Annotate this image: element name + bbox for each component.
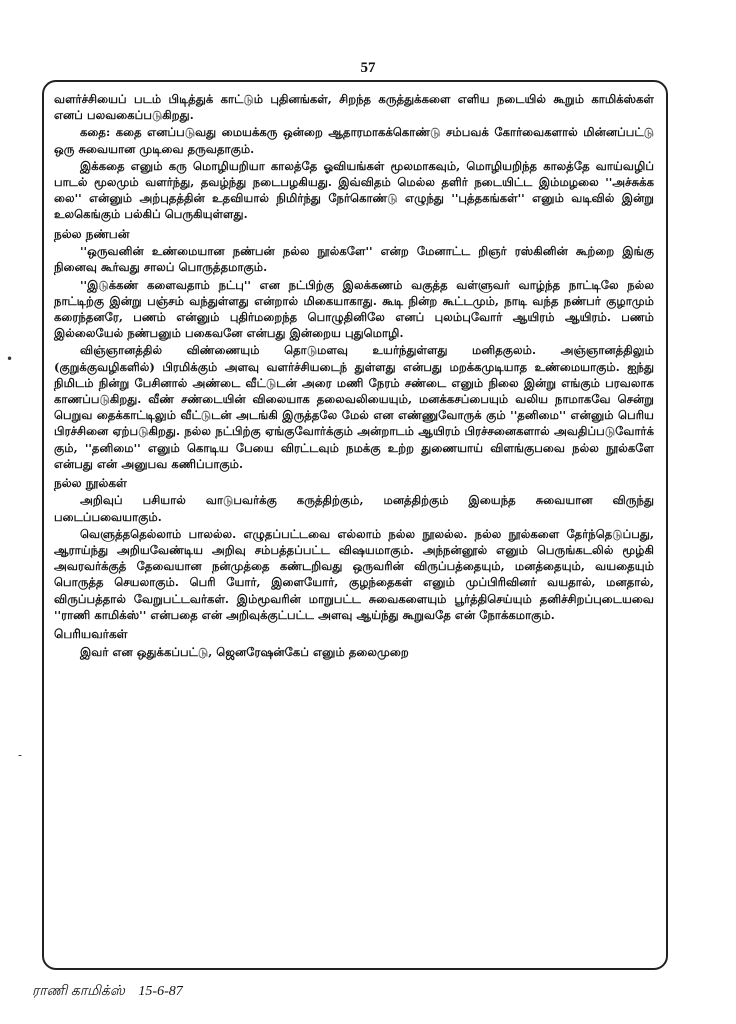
- page-footer: [32, 984, 183, 1001]
- section-heading: பெரியவர்கள்: [54, 627, 128, 642]
- paragraph: வளர்ச்சியைப் படம் பிடித்துக் காட்டும் புதினங்கள், சிறந்த கருத்துக்களை எளிய நடையில் கூறும் காமிக்ஸ்கள் எனப் பலவகைப்படுகிறது.: [54, 92, 654, 123]
- paragraph: கதை: கதை எனப்படுவது மையக்கரு ஒன்றை ஆதாரமாகக்கொண்டு சம்பவக் கோர்வைகளால் மின்னப்பட்டு ஒரு சுவையான முடிவை தருவதாகும்.: [54, 125, 654, 156]
- paragraph: ''இடுக்கண் களைவதாம் நட்பு'' என நட்பிற்கு இலக்கணம் வகுத்த வள்ளுவர் வாழ்ந்த நாட்டிலே நல்ல நாட்டிற்கு இன்று பஞ்சம் வந்துள்ளது என்றால் மிகையாகாது. கூடி நின்ற கூட்டமும், நாடி வந்த நண்பர் குழாமும் கரைந்தனரே, பணம் என்னும் புதிர்மறைந்த பொழுதினிலே எனப் புலம்புவோர் ஆயிரம் ஆயிரம். பணம் இல்லையேல் நண்பனும் பகைவனே என்பது இன்றைய புதுமொழி.: [54, 277, 654, 341]
- paragraph: ''ஒருவனின் உண்மையான நண்பன் நல்ல நூல்களே'' என்ற மேனாட்ட றிஞர் ரஸ்கினின் கூற்றை இங்கு நினைவு கூர்வது சாலப் பொருத்தமாகும்.: [54, 244, 654, 275]
- section-heading: நல்ல நண்பன்: [54, 226, 130, 241]
- margin-mark: •: [6, 352, 14, 366]
- margin-mark: -: [18, 748, 23, 762]
- paragraph: விஞ்ஞானத்தில் விண்ணையும் தொடுமளவு உயர்ந்துள்ளது மனிதகுலம். அஞ்ஞானத்திலும் (குறுக்குவழிகளில்) பிரமிக்கும் அளவு வளர்ச்சியடைந் துள்ளது என்பது மறக்கமுடியாத உண்மையாகும். ஐந்து நிமிடம் நின்று பேசினால் அண்டை வீட்டுடன் அரை மணி நேரம் சண்டை எனும் நிலை இன்று எங்கும் பரவலாக காணப்படுகிறது. வீண் சண்டையின் விலையாக தலைவலியையும், மனக்கசப்பையும் வலிய நாமாகவே சென்று பெறுவ தைக்காட்டிலும் வீட்டுடன் அடங்கி இருத்தலே மேல் என எண்ணுவோருக் கும் ''தனிமை'' என்னும் பெரிய பிரச்சினை ஏற்படுகிறது. நல்ல நட்பிற்கு ஏங்குவோர்க்கும் அன்றாடம் ஆயிரம் பிரச்சனைகளால் அவதிப்படுவோர்க் கும், ''தனிமை'' எனும் கொடிய பேயை விரட்டவும் நமக்கு உற்ற துணையாய் விளங்குபவை நல்ல நூல்களே என்பது என் அனுபவ கணிப்பாகும்.: [54, 343, 654, 471]
- footer-date: 15-6-87: [138, 984, 183, 999]
- page-number: 57: [360, 60, 376, 76]
- text-frame: [42, 80, 668, 970]
- footer-publication: ராணி காமிக்ஸ்: [32, 984, 125, 999]
- paragraph: அறிவுப் பசியால் வாடுபவர்க்கு கருத்திற்கும், மனத்திற்கும் இயைந்த சுவையான விருந்து படைப்பவையாகும்.: [54, 493, 654, 524]
- paragraph: இவர் என ஒதுக்கப்பட்டு, ஜெனரேஷன்கேப் எனும் தலைமுறை: [80, 644, 409, 659]
- paragraph: வெளுத்ததெல்லாம் பாலல்ல. எழுதப்பட்டவை எல்லாம் நல்ல நூலல்ல. நல்ல நூல்களை தேர்ந்தெடுப்பது, ஆராய்ந்து அறியவேண்டிய அறிவு சம்பத்தப்பட்ட விஷயமாகும். அந்நன்னூல் எனும் பெருங்கடலில் மூழ்கி அவரவர்க்குத் தேவையான நன்முத்தை கண்டறிவது ஒருவரின் விருப்பத்தையும், மனத்தையும், வயதையும் பொருத்த செயலாகும். பெரி யோர், இளையோர், குழந்தைகள் எனும் முப்பிரிவினர் வயதால், மனதால், விருப்பத்தால் வேறுபட்டவர்கள். இம்மூவரின் மாறுபட்ட சுவைகளையும் பூர்த்திசெய்யும் தனிச்சிறப்புடையவை ''ராணி காமிக்ஸ்'' என்பதை என் அறிவுக்குட்பட்ட அளவு ஆய்ந்து கூறுவதே என் நோக்கமாகும்.: [54, 526, 654, 622]
- paragraph: இக்கதை எனும் கரு மொழியறியா காலத்தே ஓவியங்கள் மூலமாகவும், மொழியறிந்த காலத்தே வாய்வழிப் பாடல் மூலமும் வளர்ந்து, தவழ்ந்து நடைபழகியது. இவ்விதம் மெல்ல தளிர் நடையிட்ட இம்மழலை ''அச்சுக்க லை'' என்னும் அற்புதத்தின் உதவியால் நிமிர்ந்து நேர்கொண்டு எழுந்து ''புத்தகங்கள்'' எனும் வடிவில் இன்று உலகெங்கும் பல்கிப் பெருகியுள்ளது.: [54, 158, 654, 222]
- section-heading: நல்ல நூல்கள்: [54, 475, 127, 490]
